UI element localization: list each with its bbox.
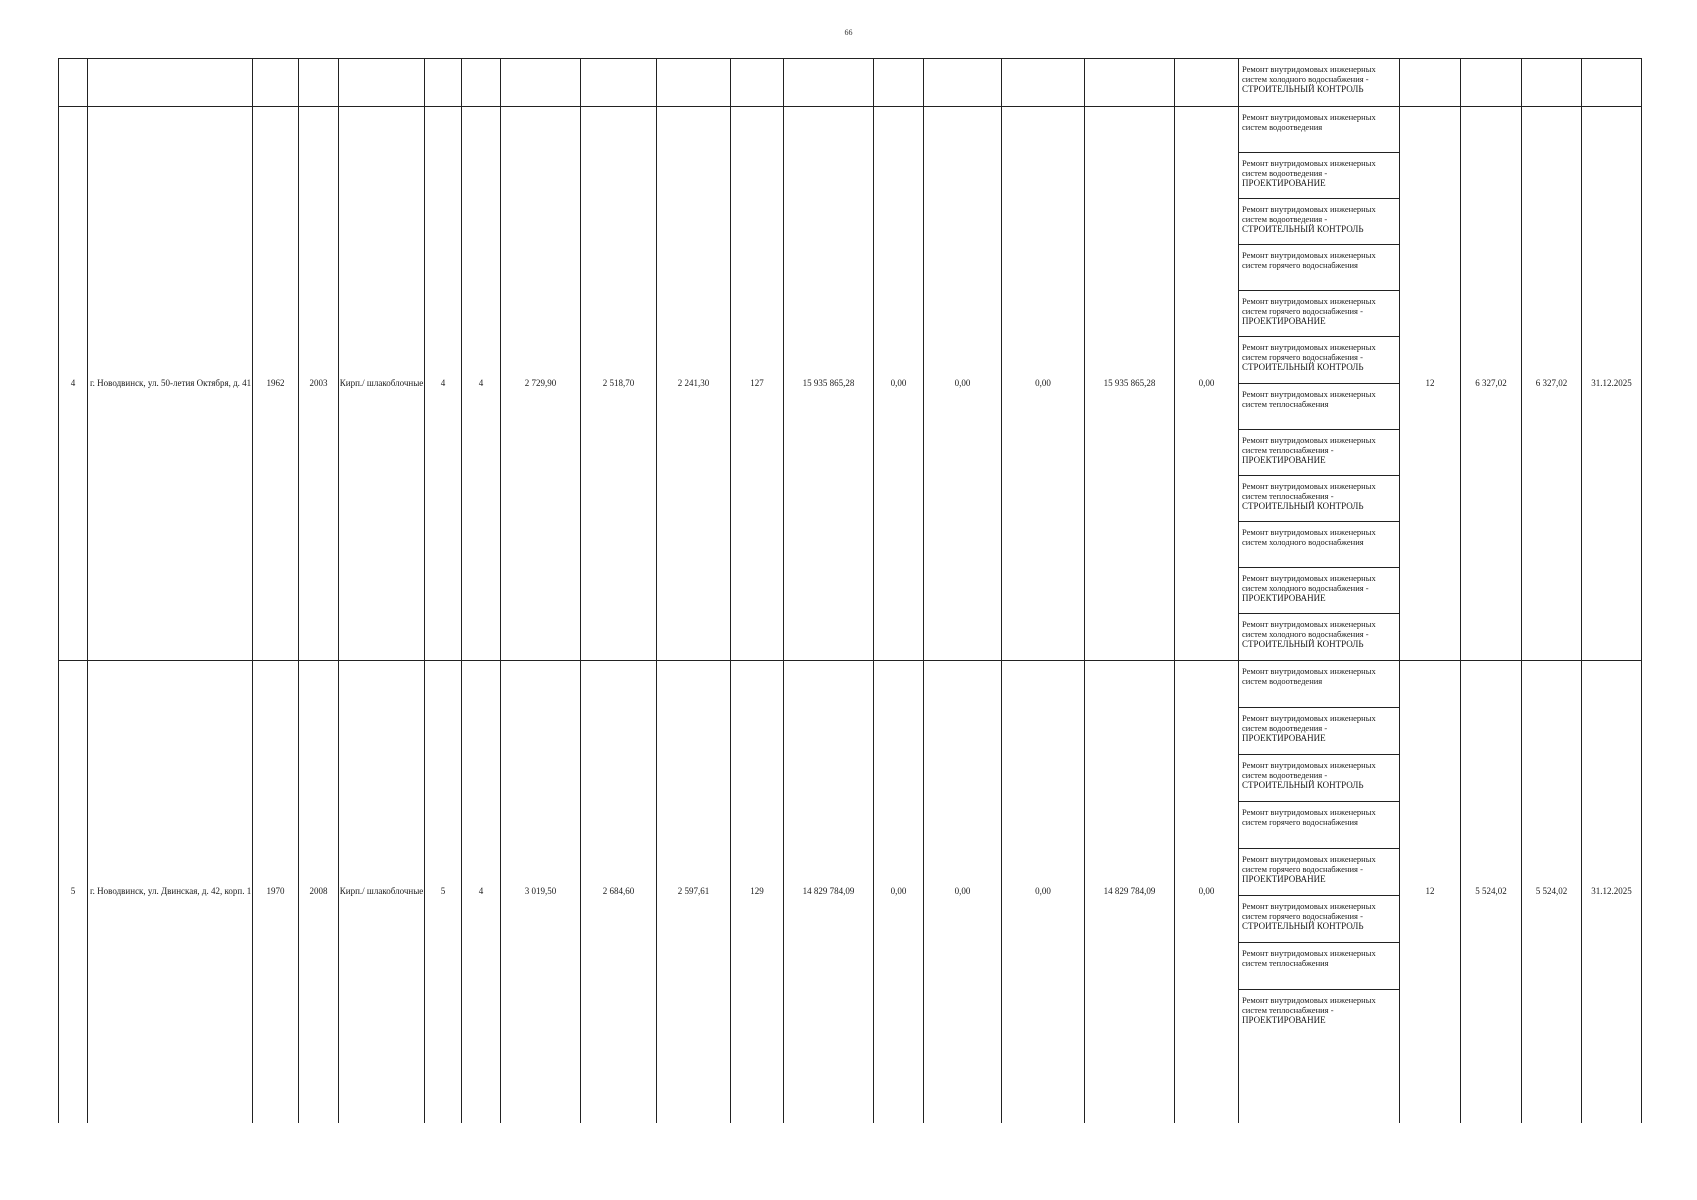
residents-cell: 129 (731, 661, 784, 1123)
work-description: Ремонт внутридомовых инженерных систем водоотведения - (1242, 158, 1376, 179)
fund-regional-cell: 0,00 (924, 107, 1002, 661)
work-type: СТРОИТЕЛЬНЫЙ КОНТРОЛЬ (1242, 224, 1364, 235)
empty-cell (425, 59, 462, 107)
empty-cell (581, 59, 657, 107)
fund-federal-cell: 0,00 (874, 107, 924, 661)
work-type: ПРОЕКТИРОВАНИЕ (1242, 874, 1326, 885)
work-item (1239, 614, 1399, 660)
work-type: ПРОЕКТИРОВАНИЕ (1242, 1015, 1326, 1026)
work-type: СТРОИТЕЛЬНЫЙ КОНТРОЛЬ (1242, 780, 1364, 791)
work-description: Ремонт внутридомовых инженерных систем холодного водоснабжения - (1242, 619, 1376, 640)
work-description: Ремонт внутридомовых инженерных систем холодного водоснабжения - (1242, 64, 1376, 84)
work-description: Ремонт внутридомовых инженерных систем теплоснабжения (1242, 388, 1376, 409)
fund-other-cell: 0,00 (1175, 661, 1239, 1123)
work-description: Ремонт внутридомовых инженерных систем горячего водоснабжения (1242, 807, 1376, 828)
work-description: Ремонт внутридомовых инженерных систем водоотведения (1242, 666, 1376, 687)
works-list (1239, 661, 1399, 1123)
empty-cell (299, 59, 339, 107)
cost-per-sqm-cell: 6 327,02 (1461, 107, 1522, 661)
area-residential-cell: 2 597,61 (657, 661, 731, 1123)
wall-material-cell: Кирп./ шлакоблочные (339, 107, 425, 661)
work-item (1239, 661, 1399, 708)
empty-cell (784, 59, 874, 107)
work-item (1239, 849, 1399, 896)
empty-cell (59, 59, 88, 107)
work-type: ПРОЕКТИРОВАНИЕ (1242, 178, 1326, 189)
work-item (1239, 943, 1399, 990)
fund-local-cell: 0,00 (1002, 107, 1085, 661)
empty-cell (253, 59, 299, 107)
floors-cell: 4 (425, 107, 462, 661)
year-built-cell: 1962 (253, 107, 299, 661)
address-cell: г. Новодвинск, ул. 50-летия Октября, д. 41 (88, 107, 253, 661)
row-number: 5 (59, 661, 88, 1123)
work-item (1239, 755, 1399, 802)
empty-cell (657, 59, 731, 107)
fund-federal-cell: 0,00 (874, 661, 924, 1123)
works-cell (1239, 107, 1400, 661)
work-description: Ремонт внутридомовых инженерных систем водоотведения - (1242, 760, 1376, 781)
work-item (1239, 337, 1399, 383)
fund-owners-cell: 14 829 784,09 (1085, 661, 1175, 1123)
work-item (1239, 568, 1399, 614)
work-description: Ремонт внутридомовых инженерных систем теплоснабжения - (1242, 434, 1376, 455)
work-item (1239, 384, 1399, 430)
work-description: Ремонт внутридомовых инженерных систем теплоснабжения (1242, 948, 1376, 969)
works-cell (1239, 59, 1400, 107)
cost-total-cell: 14 829 784,09 (784, 661, 874, 1123)
work-type: СТРОИТЕЛЬНЫЙ КОНТРОЛЬ (1242, 639, 1364, 650)
work-description: Ремонт внутридомовых инженерных систем холодного водоснабжения (1242, 526, 1376, 547)
empty-cell (1085, 59, 1175, 107)
work-item (1239, 107, 1399, 153)
empty-cell (88, 59, 253, 107)
work-item (1239, 708, 1399, 755)
work-description: Ремонт внутридомовых инженерных систем холодного водоснабжения - (1242, 572, 1376, 593)
capital-repair-table (58, 58, 1642, 1123)
work-type: СТРОИТЕЛЬНЫЙ КОНТРОЛЬ (1242, 921, 1364, 932)
work-description: Ремонт внутридомовых инженерных систем теплоснабжения - (1242, 480, 1376, 501)
residents-cell: 127 (731, 107, 784, 661)
work-description: Ремонт внутридомовых инженерных систем горячего водоснабжения - (1242, 901, 1376, 922)
work-type: СТРОИТЕЛЬНЫЙ КОНТРОЛЬ (1242, 84, 1364, 94)
work-description: Ремонт внутридомовых инженерных систем теплоснабжения - (1242, 995, 1376, 1016)
area-living-cell: 2 518,70 (581, 107, 657, 661)
floors-cell: 5 (425, 661, 462, 1123)
page-number: 66 (844, 28, 853, 37)
year-repair-cell: 2003 (299, 107, 339, 661)
work-item (1239, 199, 1399, 245)
fund-owners-cell: 15 935 865,28 (1085, 107, 1175, 661)
address-cell: г. Новодвинск, ул. Двинская, д. 42, корп. 1 (88, 661, 253, 1123)
work-description: Ремонт внутридомовых инженерных систем горячего водоснабжения - (1242, 854, 1376, 875)
work-description: Ремонт внутридомовых инженерных систем горячего водоснабжения - (1242, 296, 1376, 317)
work-item (1239, 896, 1399, 943)
fund-local-cell: 0,00 (1002, 661, 1085, 1123)
area-living-cell: 2 684,60 (581, 661, 657, 1123)
deadline-cell: 31.12.2025 (1582, 107, 1642, 661)
empty-cell (501, 59, 581, 107)
work-item (1239, 153, 1399, 199)
work-item (1239, 802, 1399, 849)
year-repair-cell: 2008 (299, 661, 339, 1123)
empty-cell (874, 59, 924, 107)
entrances-cell: 4 (462, 661, 501, 1123)
work-item (1239, 59, 1399, 106)
work-type: ПРОЕКТИРОВАНИЕ (1242, 733, 1326, 744)
work-description: Ремонт внутридомовых инженерных систем водоотведения - (1242, 204, 1376, 225)
cost-limit-cell: 5 524,02 (1522, 661, 1582, 1123)
work-type: ПРОЕКТИРОВАНИЕ (1242, 592, 1326, 603)
work-item (1239, 430, 1399, 476)
cost-limit-cell: 6 327,02 (1522, 107, 1582, 661)
cost-per-sqm-cell: 5 524,02 (1461, 661, 1522, 1123)
area-total-cell: 3 019,50 (501, 661, 581, 1123)
work-item (1239, 522, 1399, 568)
empty-cell (1002, 59, 1085, 107)
deadline-cell: 31.12.2025 (1582, 661, 1642, 1123)
cost-total-cell: 15 935 865,28 (784, 107, 874, 661)
wall-material-cell: Кирп./ шлакоблочные (339, 661, 425, 1123)
fund-regional-cell: 0,00 (924, 661, 1002, 1123)
work-type: СТРОИТЕЛЬНЫЙ КОНТРОЛЬ (1242, 500, 1364, 511)
work-type: ПРОЕКТИРОВАНИЕ (1242, 316, 1326, 327)
empty-cell (339, 59, 425, 107)
unit-cell: 12 (1400, 661, 1461, 1123)
empty-cell (462, 59, 501, 107)
work-type: СТРОИТЕЛЬНЫЙ КОНТРОЛЬ (1242, 362, 1364, 373)
area-residential-cell: 2 241,30 (657, 107, 731, 661)
house-row (59, 107, 1642, 661)
house-row (59, 661, 1642, 1123)
year-built-cell: 1970 (253, 661, 299, 1123)
continued-row (59, 59, 1642, 107)
work-item (1239, 476, 1399, 522)
row-number: 4 (59, 107, 88, 661)
empty-cell (1400, 59, 1461, 107)
entrances-cell: 4 (462, 107, 501, 661)
empty-cell (1461, 59, 1522, 107)
work-description: Ремонт внутридомовых инженерных систем водоотведения - (1242, 713, 1376, 734)
work-item (1239, 291, 1399, 337)
empty-cell (1175, 59, 1239, 107)
fund-other-cell: 0,00 (1175, 107, 1239, 661)
empty-cell (924, 59, 1002, 107)
work-description: Ремонт внутридомовых инженерных систем горячего водоснабжения (1242, 250, 1376, 271)
unit-cell: 12 (1400, 107, 1461, 661)
works-list (1239, 107, 1399, 660)
work-type: ПРОЕКТИРОВАНИЕ (1242, 454, 1326, 465)
work-description: Ремонт внутридомовых инженерных систем водоотведения (1242, 112, 1376, 132)
empty-cell (1582, 59, 1642, 107)
empty-cell (731, 59, 784, 107)
work-item (1239, 245, 1399, 291)
empty-cell (1522, 59, 1582, 107)
works-list (1239, 59, 1399, 106)
work-item (1239, 990, 1399, 1037)
area-total-cell: 2 729,90 (501, 107, 581, 661)
work-description: Ремонт внутридомовых инженерных систем горячего водоснабжения - (1242, 342, 1376, 363)
works-cell (1239, 661, 1400, 1123)
